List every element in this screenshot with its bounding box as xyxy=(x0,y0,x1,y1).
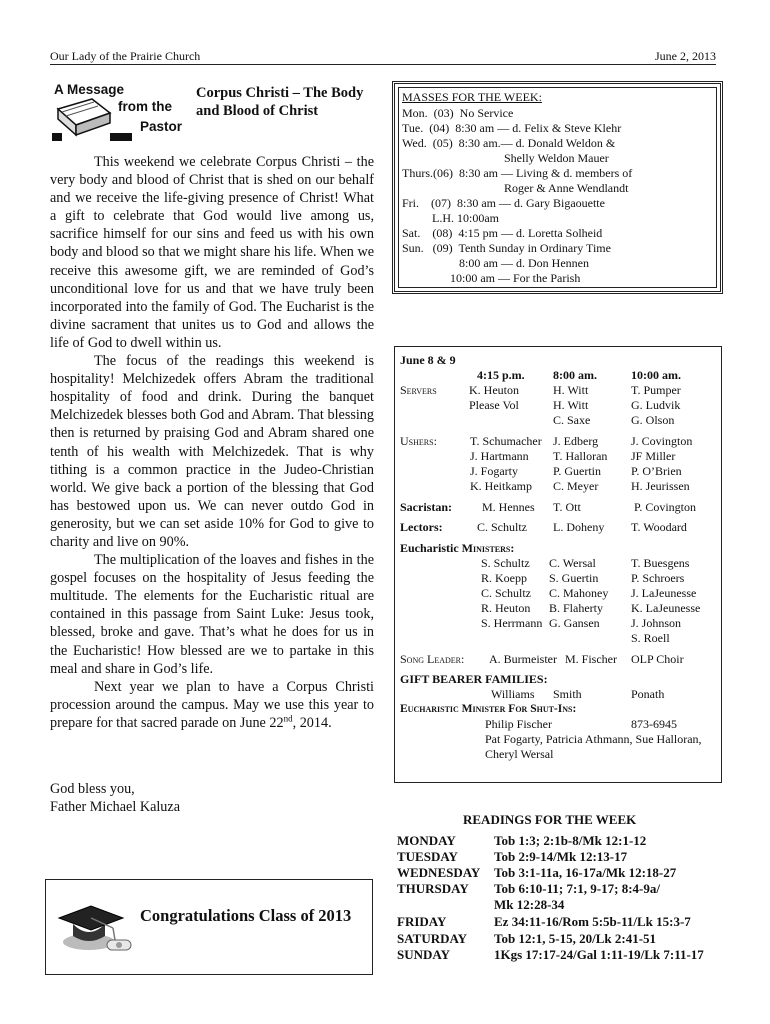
masses-box xyxy=(392,81,723,294)
readings-title: READINGS FOR THE WEEK xyxy=(463,812,637,827)
pastor-message-badge xyxy=(52,82,192,144)
gift-bearer: Smith xyxy=(553,687,582,701)
usher: P. O’Brien xyxy=(631,464,682,478)
book-icon xyxy=(52,95,132,141)
shut-ins-minister: Philip Fischer xyxy=(485,717,553,731)
em-minister: S. Roell xyxy=(631,631,670,645)
server: Please Vol xyxy=(469,398,519,412)
closing-signature: Father Michael Kaluza xyxy=(50,799,180,815)
em-minister: C. Schultz xyxy=(481,586,531,600)
reading-day: SATURDAY xyxy=(397,931,468,946)
masses-title: MASSES FOR THE WEEK: xyxy=(402,90,542,104)
mass-row: Sat. (08) 4:15 pm — d. Loretta Solheid xyxy=(402,226,603,240)
closing xyxy=(50,780,180,816)
reading-day: TUESDAY xyxy=(397,849,458,864)
gift-bearer-label: GIFT BEARER FAMILIES: xyxy=(400,672,548,686)
lector: L. Doheny xyxy=(553,520,605,534)
mass-row: 10:00 am — For the Parish xyxy=(402,271,581,285)
reading-day: MONDAY xyxy=(397,833,456,848)
server: G. Ludvik xyxy=(631,398,681,412)
usher: J. Edberg xyxy=(553,434,599,448)
em-minister: K. LaJeunesse xyxy=(631,601,701,615)
server: C. Saxe xyxy=(553,413,591,427)
reading-day: SUNDAY xyxy=(397,947,450,962)
server: G. Olson xyxy=(631,413,675,427)
usher: T. Halloran xyxy=(553,449,608,463)
server: T. Pumper xyxy=(631,383,681,397)
mass-row: 8:00 am — d. Don Hennen xyxy=(402,256,589,270)
em-label-b: Ministers: xyxy=(461,541,515,555)
mass-row: Fri. (07) 8:30 am — d. Gary Bigaouette xyxy=(402,196,605,210)
reading-citation: Tob 3:1-11a, 16-17a/Mk 12:18-27 xyxy=(494,865,677,880)
lector: C. Schultz xyxy=(477,520,527,534)
bulletin-date: June 2, 2013 xyxy=(655,49,716,63)
shut-ins-line: Cheryl Wersal xyxy=(485,747,554,761)
paragraph-2: The focus of the readings this weekend is hospitality! Melchizedek offers Abram the traditional hospitality of food and drink. During the banquet Melchizedek blesses both God and Abram. That blessing then is returned by praising God and Abram shared one tenth of his wealth with Melchizedek. That is why tithing is a common practice in the Judeo-Christian world. We give back a portion of the blessing that God has bestowed upon us. We can never outdo God in generosity, but we can set aside 10% for God to give to charity and live on 90%. xyxy=(50,353,374,550)
message-title: Corpus Christi – The Body and Blood of Christ xyxy=(196,85,364,119)
ministries-box xyxy=(394,346,722,783)
mass-row: Wed. (05) 8:30 am.— d. Donald Weldon & xyxy=(402,136,616,150)
paragraph-4 xyxy=(50,678,374,732)
usher: J. Covington xyxy=(631,434,693,448)
sacristan-label: Sacristan: xyxy=(400,500,452,514)
shut-ins-label: Eucharistic Minister For Shut-Ins: xyxy=(400,703,577,715)
graduation-cap-icon xyxy=(57,890,135,960)
song-leader: OLP Choir xyxy=(631,652,684,666)
reading-day: FRIDAY xyxy=(397,914,447,929)
paragraph-4-start: Next year we plan to have a Corpus Christi procession around the campus. May we use this year to prepare for that sacred parade on June 22 xyxy=(50,678,374,731)
badge-line-3: Pastor xyxy=(140,119,183,134)
server: H. Witt xyxy=(553,398,589,412)
usher: JF Miller xyxy=(631,449,676,463)
servers-label: Servers xyxy=(400,383,437,397)
em-minister: G. Gansen xyxy=(549,616,600,630)
time-430: 4:15 p.m. xyxy=(477,368,525,382)
reading-citation: Mk 12:28-34 xyxy=(494,897,565,912)
em-minister: J. LaJeunesse xyxy=(631,586,697,600)
gift-bearer: Williams xyxy=(491,687,535,701)
server: H. Witt xyxy=(553,383,589,397)
weekend-date: June 8 & 9 xyxy=(400,353,456,367)
congrats-text: Congratulations Class of 2013 xyxy=(140,906,352,925)
mass-row: Roger & Anne Wendlandt xyxy=(402,181,629,195)
em-label-a: Eucharistic xyxy=(400,541,462,555)
mass-row: Thurs.(06) 8:30 am — Living & d. members of xyxy=(402,166,633,180)
header-rule xyxy=(50,64,716,65)
em-minister: P. Schroers xyxy=(631,571,685,585)
em-minister: S. Guertin xyxy=(549,571,599,585)
em-minister: B. Flaherty xyxy=(549,601,603,615)
em-minister: R. Heuton xyxy=(481,601,531,615)
server: K. Heuton xyxy=(469,383,519,397)
em-minister: S. Herrmann xyxy=(481,616,543,630)
usher: J. Hartmann xyxy=(470,449,529,463)
em-minister: T. Buesgens xyxy=(631,556,690,570)
ushers-label: Ushers: xyxy=(400,434,437,448)
reading-citation: 1Kgs 17:17-24/Gal 1:11-19/Lk 7:11-17 xyxy=(494,947,704,962)
mass-row: Mon. (03) No Service xyxy=(402,106,514,120)
reading-citation: Tob 6:10-11; 7:1, 9-17; 8:4-9a/ xyxy=(494,881,660,896)
paragraph-4-end: , 2014. xyxy=(292,714,332,731)
badge-line-1: A Message xyxy=(54,82,125,97)
time-800: 8:00 am. xyxy=(553,368,597,382)
reading-citation: Tob 2:9-14/Mk 12:13-17 xyxy=(494,849,628,864)
closing-blessing: God bless you, xyxy=(50,781,135,797)
sacristan: M. Hennes xyxy=(482,500,535,514)
sacristan: P. Covington xyxy=(634,500,697,514)
usher: T. Schumacher xyxy=(470,434,542,448)
eucharistic-ministers-label xyxy=(400,541,514,556)
reading-citation: Tob 12:1, 5-15, 20/Lk 2:41-51 xyxy=(494,931,657,946)
em-minister: R. Koepp xyxy=(481,571,527,585)
lector: T. Woodard xyxy=(631,520,687,534)
badge-line-2: from the xyxy=(118,99,172,114)
paragraph-3: The multiplication of the loaves and fishes in the gospel focuses on the hospitality of Jesus feeding the multitude. The elements for the Eucharistic ritual are contained in this passage from Saint Luke: Jesus took, blessed, broke and gave. That’s what he does for us in the Eucharistic! How blessed are we to partake in this meal and share in God’s life. xyxy=(50,552,374,677)
usher: K. Heitkamp xyxy=(470,479,532,493)
gift-bearer: Ponath xyxy=(631,687,665,701)
usher: J. Fogarty xyxy=(470,464,518,478)
usher: H. Jeurissen xyxy=(631,479,690,493)
usher: C. Meyer xyxy=(553,479,599,493)
shut-ins-line: Pat Fogarty, Patricia Athmann, Sue Halloran, xyxy=(485,732,702,746)
ordinal-suffix: nd xyxy=(283,713,293,724)
mass-row: Shelly Weldon Mauer xyxy=(402,151,609,165)
em-minister: C. Wersal xyxy=(549,556,596,570)
reading-day: WEDNESDAY xyxy=(397,865,481,880)
em-minister: S. Schultz xyxy=(481,556,530,570)
mass-row: Tue. (04) 8:30 am — d. Felix & Steve Klehr xyxy=(402,121,622,135)
reading-day: THURSDAY xyxy=(397,881,469,896)
song-leader: A. Burmeister xyxy=(489,652,557,666)
song-leader-label: Song Leader: xyxy=(400,652,465,666)
song-leader: M. Fischer xyxy=(565,652,617,666)
paragraph-1: This weekend we celebrate Corpus Christi – the very body and blood of Christ that is shed on our behalf and we receive the life-giving presence of Christ! What a gift to celebrate that God would live among us, sacrifice himself for our sins and feed us with his own body and blood so that we might share his life. When we receive this awesome gift, we are reminded of God’s unconditional love for us and that we have truly been incorporated into the family of God. The Eucharist is the divine sacrament that unites us to God and allows the life of God to dwell within us. xyxy=(50,154,374,351)
lectors-label: Lectors: xyxy=(400,520,443,534)
pastor-message-body xyxy=(50,153,374,732)
em-minister: C. Mahoney xyxy=(549,586,609,600)
mass-row: L.H. 10:00am xyxy=(402,211,499,225)
time-1000: 10:00 am. xyxy=(631,368,681,382)
sacristan: T. Ott xyxy=(553,500,581,514)
reading-citation: Ez 34:11-16/Rom 5:5b-11/Lk 15:3-7 xyxy=(494,914,691,929)
reading-citation: Tob 1:3; 2:1b-8/Mk 12:1-12 xyxy=(494,833,647,848)
parish-name: Our Lady of the Prairie Church xyxy=(50,49,201,63)
usher: P. Guertin xyxy=(553,464,601,478)
em-minister: J. Johnson xyxy=(631,616,682,630)
shut-ins-phone: 873-6945 xyxy=(631,717,677,731)
mass-row: Sun. (09) Tenth Sunday in Ordinary Time xyxy=(402,241,611,255)
